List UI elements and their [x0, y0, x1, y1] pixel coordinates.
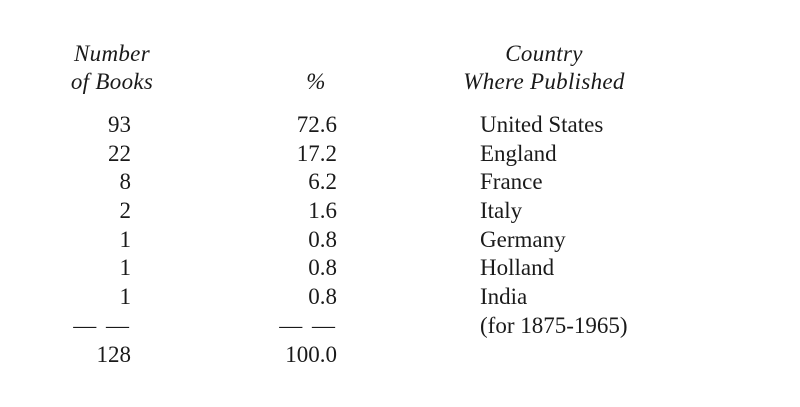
books-count: 2 — [119, 198, 131, 224]
table-row — [0, 254, 800, 283]
header-percent: % — [306, 69, 326, 94]
books-count: 1 — [119, 284, 131, 310]
table-row — [0, 226, 800, 255]
date-range-note: (for 1875-1965) — [480, 312, 628, 338]
books-count: 8 — [119, 169, 131, 195]
header-number-of-books — [62, 40, 162, 96]
table-row — [0, 197, 800, 226]
table-row — [0, 111, 800, 140]
header-country-line1: Country — [505, 41, 583, 66]
totals-row — [0, 341, 800, 370]
books-percent: 6.2 — [308, 169, 337, 195]
country-name: England — [480, 140, 557, 166]
books-count: 1 — [119, 226, 131, 252]
books-percent: 0.8 — [308, 284, 337, 310]
country-name: Germany — [480, 226, 566, 252]
books-percent: 72.6 — [296, 112, 337, 137]
table-row — [0, 283, 800, 312]
header-country-where-published — [446, 40, 642, 96]
books-count: 1 — [119, 255, 131, 281]
percent-total: 100.0 — [285, 341, 337, 367]
country-name: France — [480, 169, 543, 195]
country-name: India — [480, 284, 528, 310]
books-count: 93 — [108, 112, 131, 137]
books-percent: 0.8 — [308, 226, 337, 252]
header-books-line2: of Books — [70, 69, 154, 94]
books-count: 22 — [108, 140, 131, 166]
books-percent: 0.8 — [308, 255, 337, 281]
books-percent: 1.6 — [308, 198, 337, 224]
books-percent: 17.2 — [296, 140, 337, 166]
table-row — [0, 168, 800, 197]
country-name: United States — [480, 112, 604, 137]
percent-summation-rule: — — — [279, 312, 337, 338]
books-total: 128 — [96, 341, 131, 367]
country-name: Holland — [480, 255, 555, 281]
header-books-line1: Number — [74, 41, 150, 66]
country-name: Italy — [480, 198, 523, 224]
header-country-line2: Where Published — [463, 69, 625, 94]
books-by-country-table — [0, 111, 800, 369]
summation-rule-row — [0, 312, 800, 341]
table-row — [0, 140, 800, 169]
books-summation-rule: — — — [73, 312, 131, 338]
